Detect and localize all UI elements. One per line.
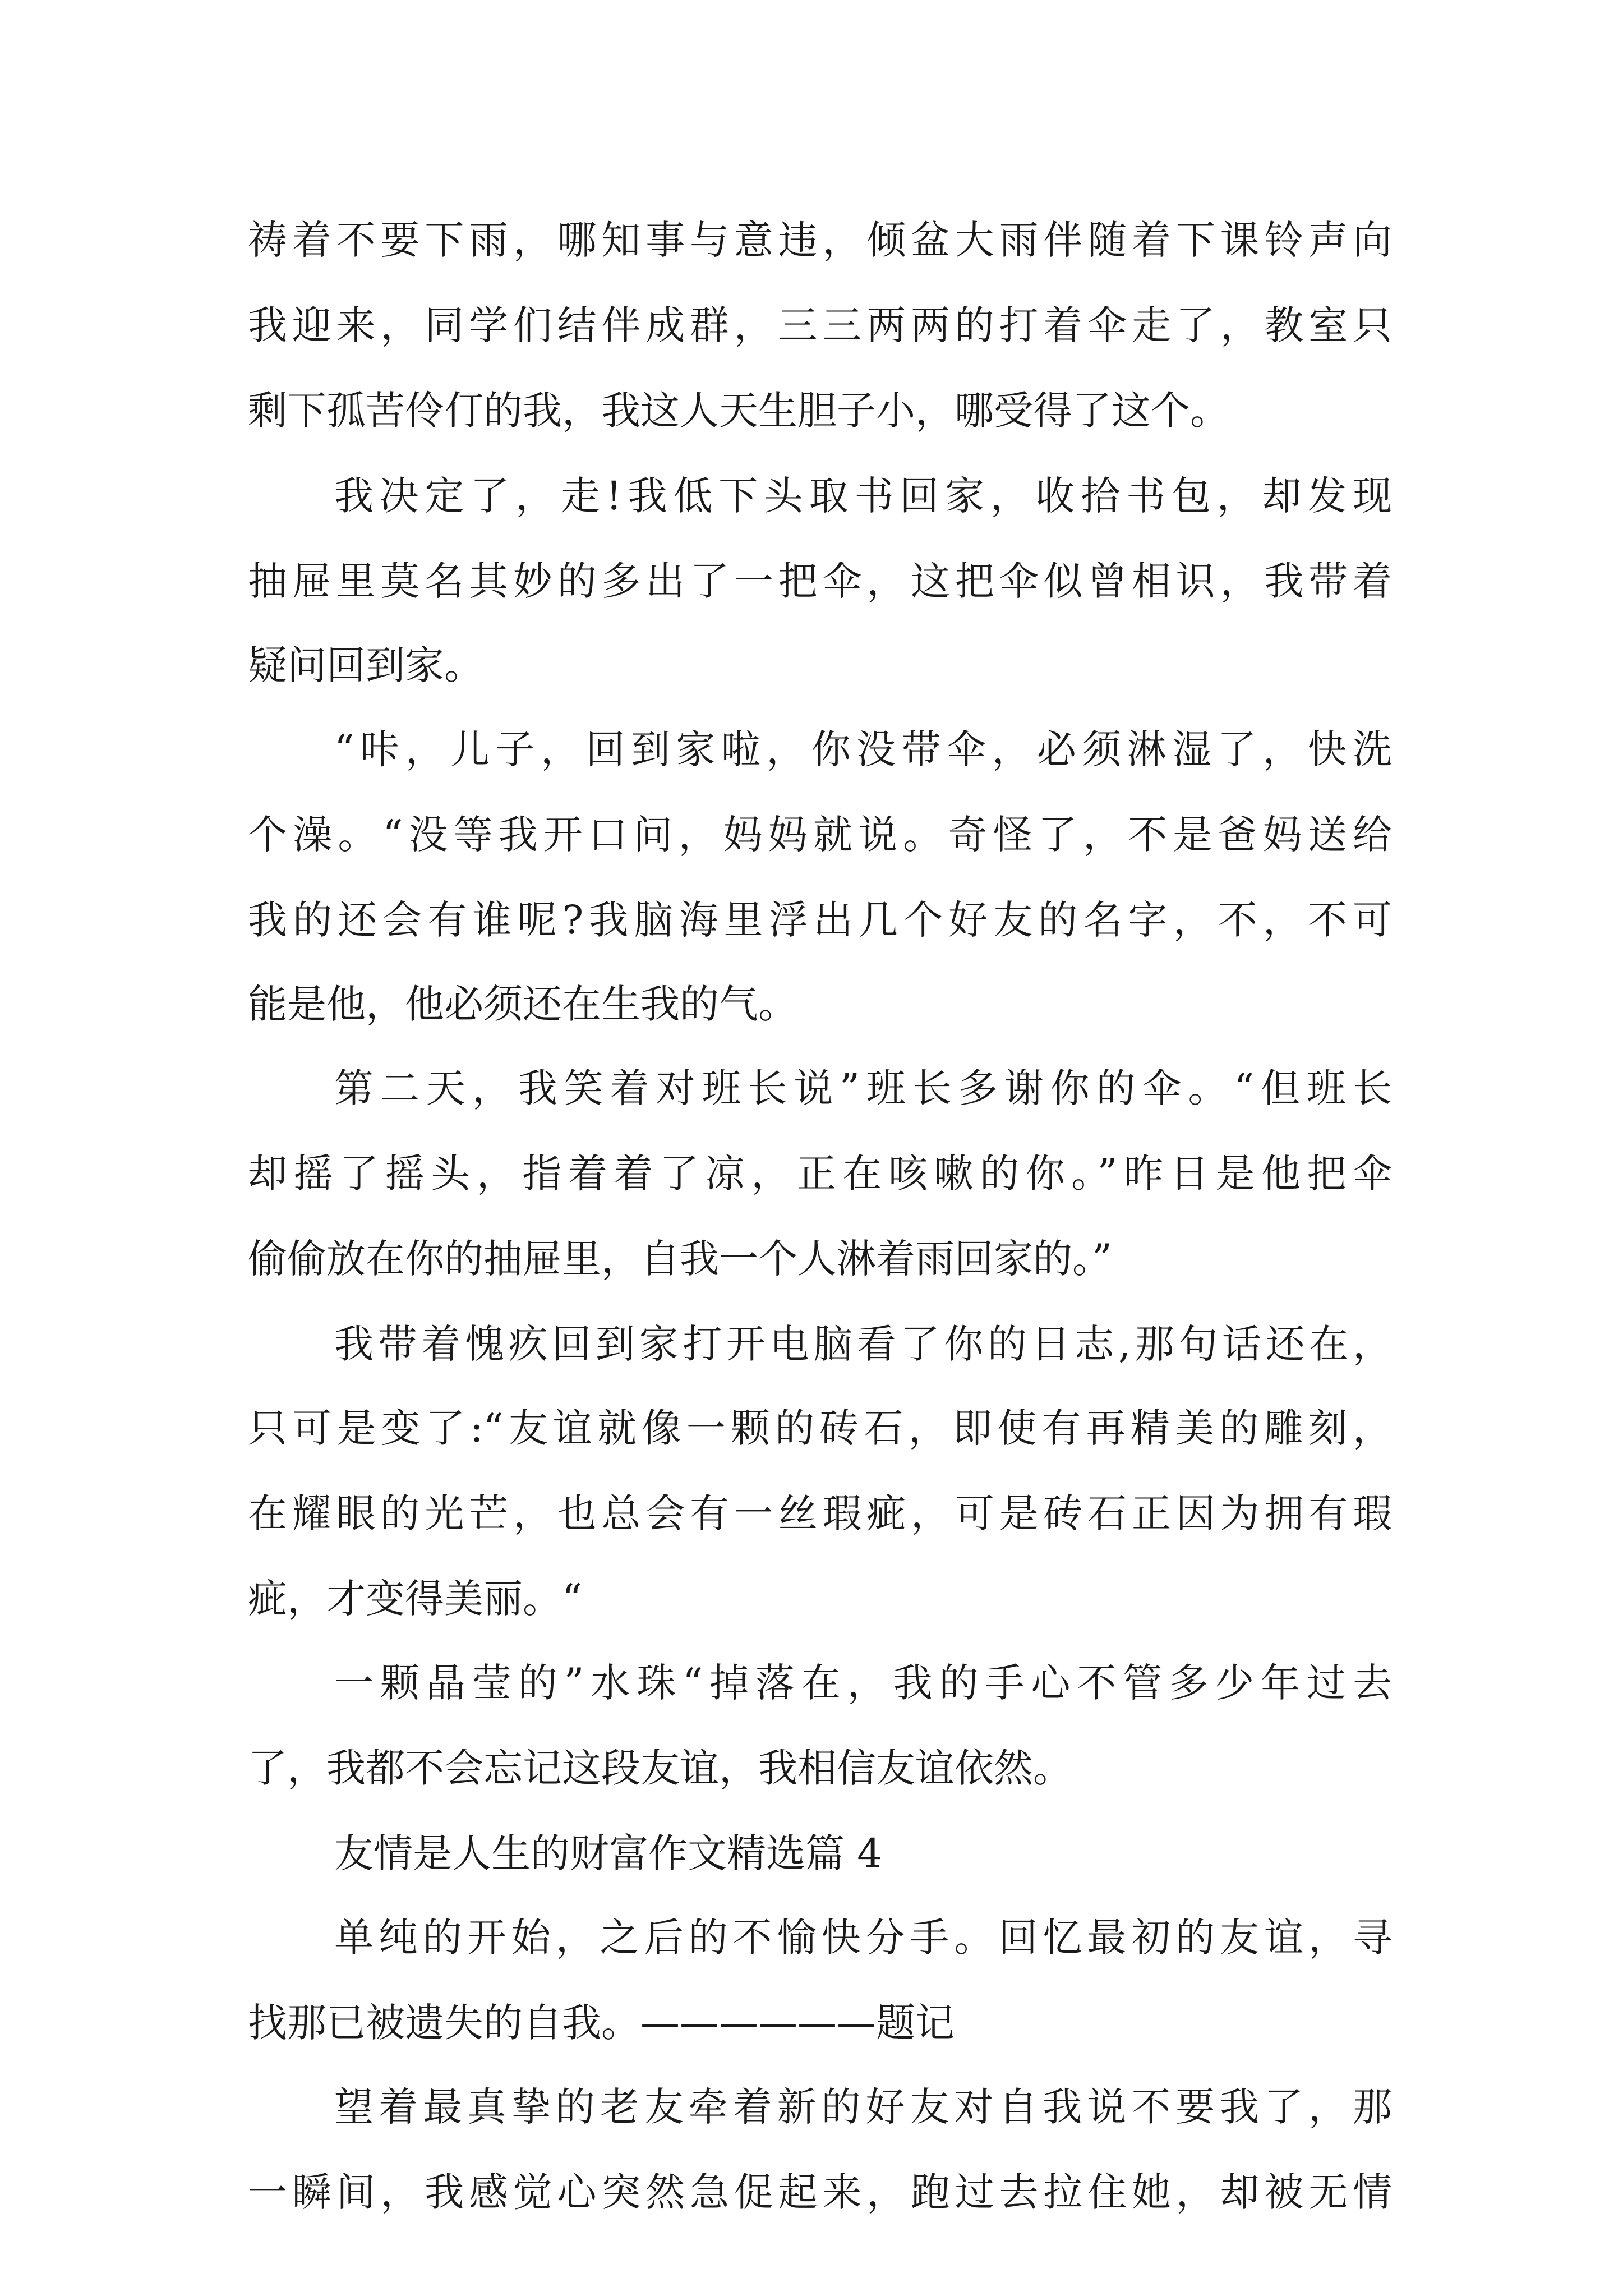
section-heading: 友情是人生的财富作文精选篇 4 — [334, 1830, 882, 1876]
text-line-11: 第二天，我笑着对班长说”班长多谢你的伞。“但班长 — [334, 1065, 1392, 1111]
text-line-10: 能是他，他必须还在生我的气。 — [248, 981, 797, 1027]
text-line-19: 了，我都不会忘记这段友谊，我相信友谊依然。 — [248, 1745, 1072, 1791]
text-line-5: 抽屉里莫名其妙的多出了一把伞，这把伞似曾相识，我带着 — [248, 558, 1392, 604]
text-line-21: 单纯的开始，之后的不愉快分手。回忆最初的友谊，寻 — [334, 1915, 1392, 1961]
text-line-22: 找那已被遗失的自我。——————题记 — [248, 2000, 955, 2046]
text-line-4: 我决定了，走!我低下头取书回家，收拾书包，却发现 — [334, 473, 1392, 519]
text-line-8: 个澡。“没等我开口问，妈妈就说。奇怪了，不是爸妈送给 — [248, 812, 1392, 858]
text-line-1: 祷着不要下雨，哪知事与意违，倾盆大雨伴随着下课铃声向 — [248, 217, 1392, 263]
text-line-12: 却摇了摇头，指着着了凉，正在咳嗽的你。”昨日是他把伞 — [248, 1151, 1392, 1197]
text-line-13: 偷偷放在你的抽屉里，自我一个人淋着雨回家的。” — [248, 1236, 1112, 1282]
text-line-17: 疵，才变得美丽。“ — [248, 1576, 582, 1622]
text-line-7: “咔，儿子，回到家啦，你没带伞，必须淋湿了，快洗 — [334, 726, 1392, 772]
text-line-14: 我带着愧疚回到家打开电脑看了你的日志,那句话还在， — [334, 1321, 1392, 1367]
text-line-24: 一瞬间，我感觉心突然急促起来，跑过去拉住她，却被无情 — [248, 2169, 1392, 2215]
text-line-2: 我迎来，同学们结伴成群，三三两两的打着伞走了，教室只 — [248, 302, 1392, 348]
text-line-3: 剩下孤苦伶仃的我，我这人天生胆子小，哪受得了这个。 — [248, 388, 1229, 434]
text-line-23: 望着最真挚的老友牵着新的好友对自我说不要我了，那 — [334, 2084, 1392, 2130]
text-line-16: 在耀眼的光芒，也总会有一丝瑕疵，可是砖石正因为拥有瑕 — [248, 1490, 1392, 1536]
text-line-9: 我的还会有谁呢?我脑海里浮出几个好友的名字，不，不可 — [248, 897, 1392, 943]
text-line-18: 一颗晶莹的”水珠“掉落在，我的手心不管多少年过去 — [334, 1660, 1392, 1706]
text-line-15: 只可是变了:“友谊就像一颗的砖石，即使有再精美的雕刻， — [248, 1405, 1392, 1451]
text-line-6: 疑问回到家。 — [248, 642, 483, 688]
